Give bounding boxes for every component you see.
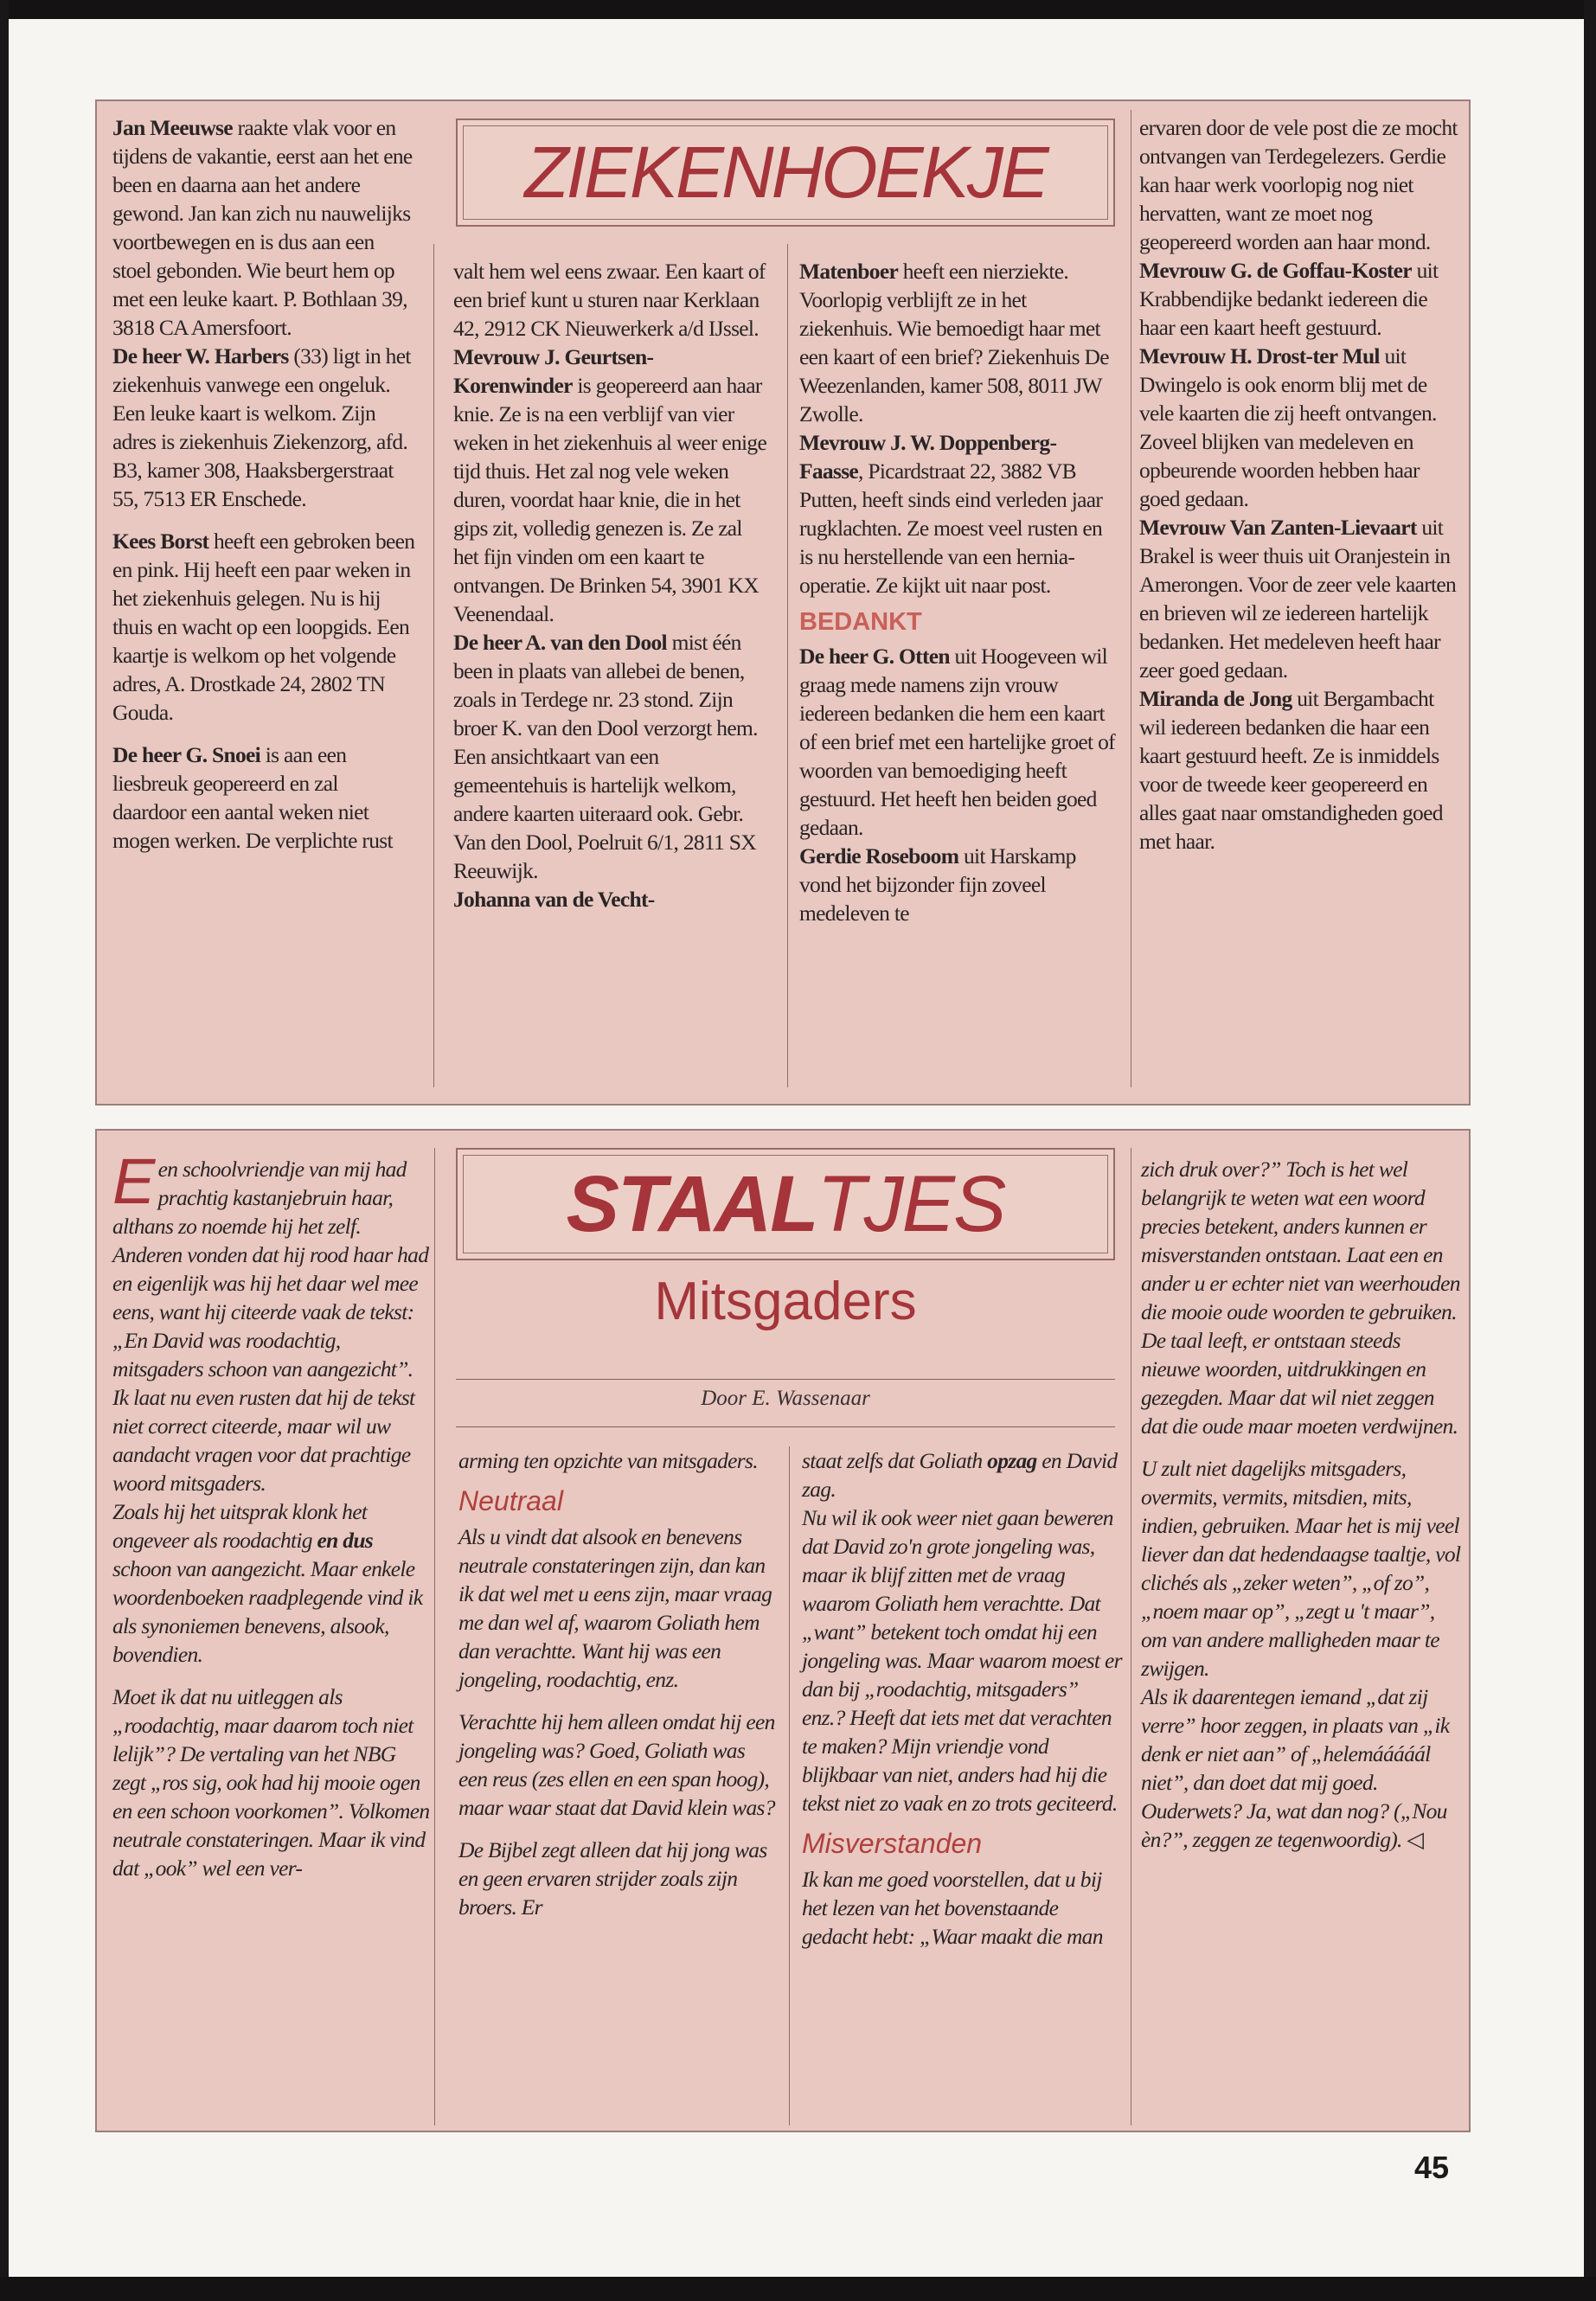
rule-line	[456, 1426, 1115, 1427]
bedankt-heading: BEDANKT	[799, 608, 922, 636]
notice-item: Matenboer heeft een nierziekte. Voorlopig verblijft ze in het ziekenhuis. Wie bemoedigt haar met een kaart of een brief? Ziekenhuis De Weezenlanden, kamer 508, 8011 JW Zwolle.	[799, 259, 1109, 426]
staaltjes-title-box	[456, 1148, 1115, 1260]
column-rule	[433, 244, 434, 1087]
paragraph: Als u vindt dat alsook en benevens neutrale constateringen zijn, dan kan ik dat wel met u eens zijn, maar vraag me dan wel af, waarom Goliath hem dan verachtte. Want hij was een jongeling, roodachtig, enz.	[458, 1524, 772, 1692]
drop-cap: E	[112, 1145, 155, 1217]
neutraal-heading: Neutraal	[458, 1485, 563, 1516]
byline: Door E. Wassenaar	[701, 1387, 870, 1410]
notice-item: De heer A. van den Dool mist één been in plaats van allebei de benen, zoals in Terdege nr. 23 stond. Zijn broer K. van den Dool verzorgt hem. Een ansichtkaart van een gemeentehuis is hartelijk welkom, andere kaarten uiteraard ook. Gebr. Van den Dool, Poelruit 6/1, 2811 SX Reeuwijk.	[453, 630, 758, 883]
notice-item: Mevrouw G. de Goffau-Koster uit Krabbendijke bedankt iedereen die haar een kaart heeft gestuurd.	[1139, 258, 1439, 340]
staaltjes-column-1	[112, 1145, 431, 1882]
notice-item: De heer G. Otten uit Hoogeveen wil graag mede namens zijn vrouw iedereen bedanken die hem een kaart of een brief met een hartelijke groet of woorden van bemoediging heeft gestuurd. Het heeft hen beiden goed gedaan.	[799, 644, 1115, 840]
staaltjes-column-2	[458, 1446, 777, 1921]
notice-item: Kees Borst heeft een gebroken been en pink. Hij heeft een paar weken in het ziekenhuis gelegen. Nu is hij thuis en wacht op een loopgids. Een kaartje is welkom op het volgende adres, A. Drostkade 24, 2802 TN Gouda.	[112, 529, 415, 725]
paragraph: Ik kan me goed voorstellen, dat u bij het lezen van het bovenstaande gedacht hebt: „Waar maakt die man	[802, 1867, 1103, 1949]
column-rule	[787, 244, 788, 1087]
column-rule	[434, 1148, 435, 2125]
notice-item: Miranda de Jong uit Bergambacht wil iedereen bedanken die haar een kaart gestuurd heeft. Ze is inmiddels voor de tweede keer geopereerd en alles gaat naar omstandigheden goed met haar.	[1139, 686, 1443, 854]
staaltjes-column-4	[1141, 1155, 1461, 1854]
ziekenhoekje-column-4	[1139, 113, 1459, 856]
staaltjes-title: STAALTJES	[566, 1159, 1005, 1248]
notice-item: De heer W. Harbers (33) ligt in het ziekenhuis vanwege een ongeluk. Een leuke kaart is welkom. Zijn adres is ziekenhuis Ziekenzorg, afd. B3, kamer 308, Haaksbergerstraat 55, 7513 ER Enschede.	[112, 343, 411, 511]
page-number: 45	[1413, 2150, 1449, 2185]
staaltjes-section	[95, 1129, 1471, 2132]
notice-item: Mevrouw J. W. Doppenberg-Faasse, Picardstraat 22, 3882 VB Putten, heeft sinds eind verleden jaar rugklachten. Ze moest veel rusten en is nu herstellende van een hernia-operatie. Ze kijkt uit naar post.	[799, 430, 1103, 598]
notice-item: Mevrouw J. Geurtsen-Korenwinder is geopereerd aan haar knie. Ze is na een verblijf van vier weken in het ziekenhuis al weer enige tijd thuis. Het zal nog vele weken duren, voordat haar knie, die in het gips zit, volledig genezen is. Ze zal het fijn vinden om een kaart te ontvangen. De Brinken 54, 3901 KX Veenendaal.	[453, 344, 767, 626]
notice-item: Mevrouw Van Zanten-Lievaart uit Brakel is weer thuis uit Oranjestein in Amerongen. Voor de zeer vele kaarten en brieven wil ze iedereen hartelijk bedanken. Het medeleven heeft haar zeer goed gedaan.	[1139, 515, 1457, 683]
ziekenhoekje-column-2	[453, 257, 772, 913]
notice-item: Gerdie Roseboom uit Harskamp vond het bijzonder fijn zoveel medeleven te	[799, 843, 1076, 926]
paragraph: U zult niet dagelijks mitsgaders, overmits, vermits, mitsdien, mits, indien, gebruiken. Maar het is mij veel liever dan dat hedendaagse taaltje, vol clichés als „zeker weten”, „of zo”, „noem maar op”, „zegt u 't maar”, om van andere malligheden maar te zwijgen.	[1141, 1456, 1461, 1681]
ziekenhoekje-column-3	[799, 257, 1119, 927]
notice-item: ervaren door de vele post die ze mocht ontvangen van Terdegelezers. Gerdie kan haar werk voorlopig nog niet hervatten, want ze moet nog geopereerd worden aan haar mond.	[1139, 115, 1458, 254]
misverstanden-heading: Misverstanden	[802, 1828, 983, 1859]
scan-left-border	[0, 0, 9, 2301]
ziekenhoekje-title: ZIEKENHOEKJE	[524, 131, 1047, 213]
paragraph: Als ik daarentegen iemand „dat zij verre” hoor zeggen, in plaats van „ik denk er niet aan” of „helemááááál niet”, dan doet dat mij goed. Ouderwets? Ja, wat dan nog? („Nou èn?”, zeggen ze tegenwoordig). ◁	[1141, 1684, 1450, 1852]
notice-item: De heer G. Snoei is aan een liesbreuk geopereerd en zal daardoor een aantal weken niet mogen werken. De verplichte rust	[112, 742, 393, 853]
paragraph: zich druk over?” Toch is het wel belangrijk te weten wat een woord precies betekent, anders kunnen er misverstanden ontstaan. Laat een en ander u er echter niet van weerhouden die mooie oude woorden te gebruiken. De taal leeft, er ontstaan steeds nieuwe woorden, uitdrukkingen en gezegden. Maar dat wil niet zeggen dat die oude maar moeten verdwijnen.	[1141, 1157, 1460, 1439]
article-subtitle: Mitsgaders	[654, 1272, 917, 1331]
paragraph: Een schoolvriendje van mij had prachtig kastanjebruin haar, althans zo noemde hij het zelf. Anderen vonden dat hij rood haar had en eigenlijk was hij het daar wel mee eens, want hij citeerde vaak de tekst: „En David was roodachtig, mitsgaders schoon van aangezicht”. Ik laat nu even rusten dat hij de tekst niet correct citeerde, maar wil uw aandacht vragen voor dat prachtige woord mitsgaders.	[112, 1145, 429, 1496]
scan-right-border	[1584, 0, 1596, 2301]
ziekenhoekje-title-box	[456, 119, 1115, 227]
paragraph: Moet ik dat nu uitleggen als „roodachtig, maar daarom toch niet lelijk”? De vertaling van het NBG zegt „ros sig, ook had hij mooie ogen en een schoon voorkomen”. Volkomen neutrale constateringen. Maar ik vind dat „ook” wel een ver-	[112, 1684, 430, 1881]
notice-item: Jan Meeuwse raakte vlak voor en tijdens de vakantie, eerst aan het ene been en daarna aan het andere gewond. Jan kan zich nu nauwelijks voortbewegen en is dus aan een stoel gebonden. Wie beurt hem op met een leuke kaart. P. Bothlaan 39, 3818 CA Amersfoort.	[112, 115, 413, 340]
ziekenhoekje-column-1	[112, 113, 415, 855]
paragraph: arming ten opzichte van mitsgaders.	[458, 1448, 758, 1473]
paragraph: Nu wil ik ook weer niet gaan beweren dat David zo'n grote jongeling was, maar ik blijf zitten met de vraag waarom Goliath hem verachtte. Dat „want” betekent toch omdat hij een jongeling was. Maar waarom moest er dan bij „roodachtig, mitsgaders” enz.? Heeft dat iets met dat verachten te maken? Mijn vriendje vond blijkbaar van niet, anders had hij die tekst niet zo vaak en zo trots geciteerd.	[802, 1505, 1122, 1816]
notice-item: Mevrouw H. Drost-ter Mul uit Dwingelo is ook enorm blij met de vele kaarten die zij heeft ontvangen. Zoveel blijken van medeleven en opbeurende woorden hebben haar goed gedaan.	[1139, 343, 1437, 511]
paragraph: De Bijbel zegt alleen dat hij jong was en geen ervaren strijder zoals zijn broers. Er	[458, 1837, 767, 1920]
column-rule	[789, 1446, 790, 2125]
paragraph: Zoals hij het uitsprak klonk het ongeveer als roodachtig en dus schoon van aangezicht. Maar enkele woordenboeken raadplegende vind ik als synoniemen benevens, alsook, bovendien.	[112, 1499, 423, 1667]
scan-top-border	[0, 0, 1596, 19]
paragraph: staat zelfs dat Goliath opzag en David zag.	[802, 1448, 1118, 1502]
ziekenhoekje-section	[95, 99, 1471, 1106]
notice-item: valt hem wel eens zwaar. Een kaart of een brief kunt u sturen naar Kerklaan 42, 2912 CK Nieuwerkerk a/d IJssel.	[453, 259, 766, 341]
end-mark-icon: ◁	[1407, 1827, 1424, 1852]
notice-item: Johanna van de Vecht-	[453, 887, 655, 912]
rule-line	[456, 1379, 1115, 1380]
paragraph: Verachtte hij hem alleen omdat hij een jongeling was? Goed, Goliath was een reus (zes ellen en een span hoog), maar waar staat dat David klein was?	[458, 1709, 775, 1820]
scan-bottom-border	[0, 2277, 1596, 2301]
staaltjes-column-3	[802, 1446, 1122, 1951]
